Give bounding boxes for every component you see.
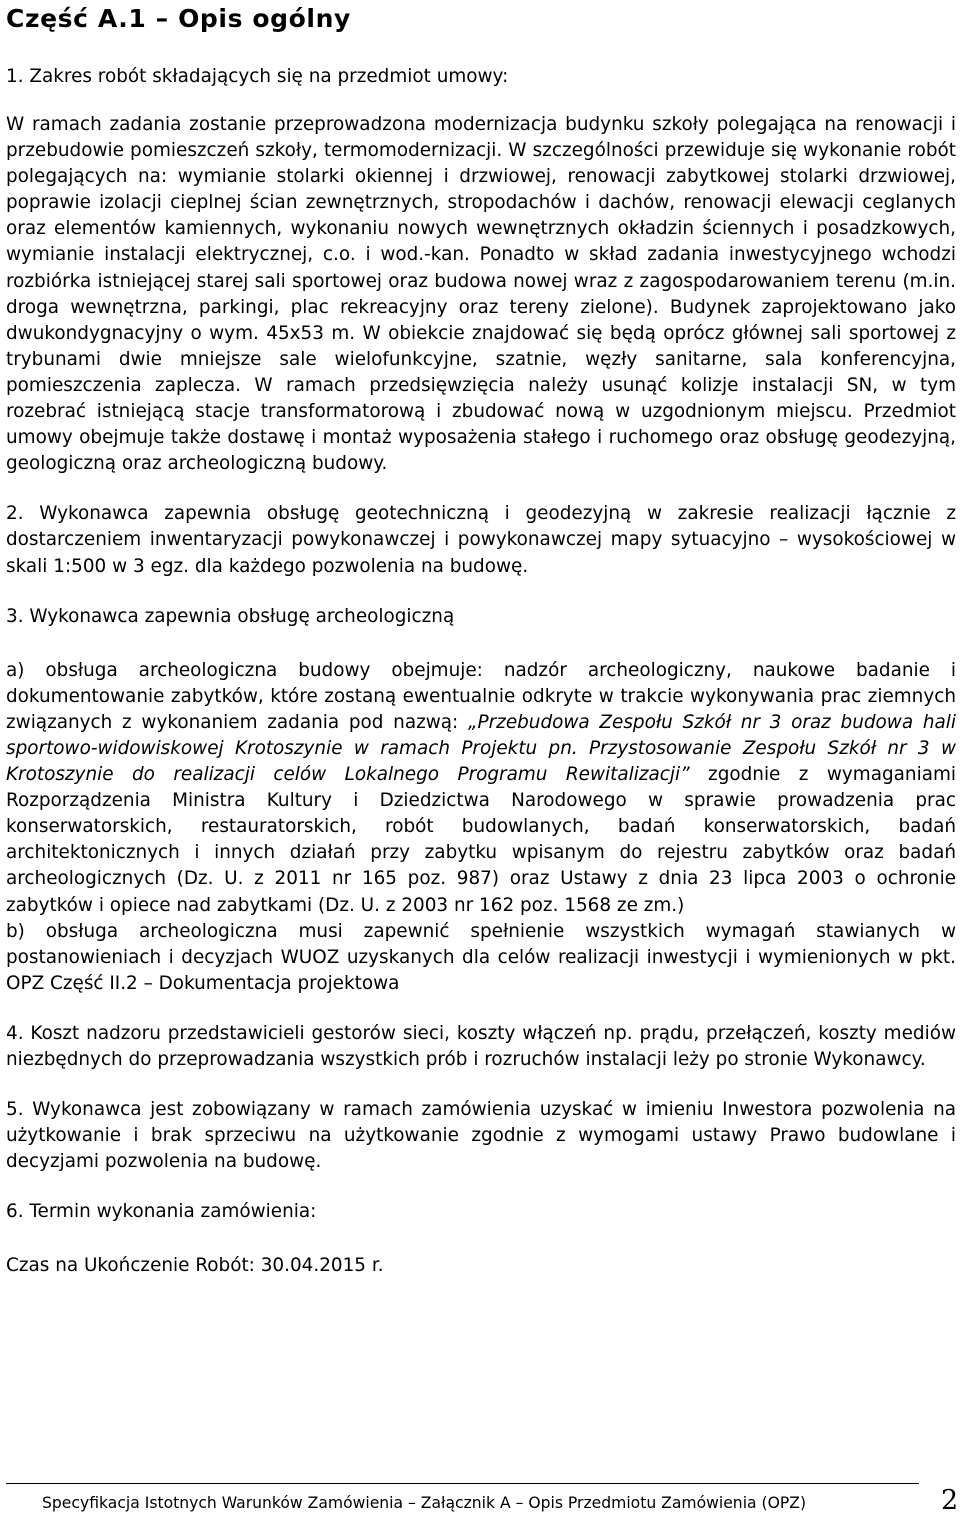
section-6-heading: 6. Termin wykonania zamówienia: <box>6 1201 317 1223</box>
page-footer <box>6 1483 959 1517</box>
page-number: 2 <box>941 1485 959 1516</box>
footer-divider <box>6 1483 919 1484</box>
section-2-body: 2. Wykonawca zapewnia obsługę geotechniczną i geodezyjną w zakresie realizacji łącznie z dostarczeniem inwentaryzacji powykonawczej i powykonawczej mapy sytuacyjno – wysokościowej w skali 1:500 w 3 egz. dla każdego pozwolenia na budowę. <box>6 503 956 577</box>
section-3a-body <box>6 658 956 919</box>
completion-deadline: Czas na Ukończenie Robót: 30.04.2015 r. <box>6 1255 384 1277</box>
section-3-heading: 3. Wykonawca zapewnia obsługę archeologiczną <box>6 605 455 627</box>
project-name-italic: „Przebudowa Zespołu Szkół nr 3 oraz budowa hali sportowo-widowiskowej Krotoszynie w ramach Projektu pn. Przystosowanie Zespołu Szkół nr 3 w Krotoszynie do realizacji celów Lokalnego Programu Rewitalizacji” <box>6 711 956 786</box>
section-1-heading: 1. Zakres robót składających się na przedmiot umowy: <box>6 66 509 87</box>
section-3a-intro: a) obsługa archeologiczna budowy obejmuje: nadzór archeologiczny, naukowe badanie i dokumentowanie zabytków, które zostaną ewentualnie odkryte w trakcie wykonywania prac ziemnych związanych z wykonaniem zadania pod nazwą: <box>6 659 956 733</box>
section-3a-regulations: zgodnie z wymaganiami Rozporządzenia Ministra Kultury i Dziedzictwa Narodowego w sprawie prowadzenia prac konserwatorskich, restauratorskich, robót budowlanych, badań konserwatorskich, badań architektonicznych i innych działań przy zabytku wpisanym do rejestru zabytków oraz badań archeologicznych (Dz. U. z 2011 nr 165 poz. 987) oraz Ustawy z dnia 23 lipca 2003 o ochronie zabytków i opiece nad zabytkami (Dz. U. z 2003 nr 162 poz. 1568 ze zm.) <box>6 764 956 916</box>
section-1-body: W ramach zadania zostanie przeprowadzona modernizacja budynku szkoły polegająca na renowacji i przebudowie pomieszczeń szkoły, termomodernizacji. W szczególności przewiduje się wykonanie robót polegających na: wymianie stolarki okiennej i drzwiowej, renowacji zabytkowej stolarki drzwiowej, poprawie izolacji cieplnej ścian zewnętrznych, stropodachów i dachów, renowacji elewacji ceglanych oraz elementów kamiennych, wykonaniu nowych wewnętrznych okładzin ściennych i posadzkowych, wymianie instalacji elektrycznej, c.o. i wod.-kan. Ponadto w skład zadania inwestycyjnego wchodzi rozbiórka istniejącej starej sali sportowej oraz budowa nowej wraz z zagospodarowaniem terenu (m.in. droga wewnętrzna, parkingi, plac rekreacyjny oraz tereny zielone). Budynek zaprojektowano jako dwukondygnacyjny o wym. 45x53 m. W obiekcie znajdować się będą oprócz głównej sali sportowej z trybunami dwie mniejsze sale wielofunkcyjne, szatnie, węzły sanitarne, sala konferencyjna, pomieszczenia zaplecza. W ramach przedsięwzięcia należy usunąć kolizje instalacji SN, w tym rozebrać istniejącą stacje transformatorową i zbudować nową w uzgodnionym miejscu. Przedmiot umowy obejmuje także dostawę i montaż wyposażenia stałego i ruchomego oraz obsługę geodezyjną, geologiczną oraz archeologiczną budowy. <box>6 114 956 475</box>
section-4-body: 4. Koszt nadzoru przedstawicieli gestorów sieci, koszty włączeń np. prądu, przełączeń, koszty mediów niezbędnych do przeprowadzania wszystkich prób i rozruchów instalacji leży po stronie Wykonawcy. <box>6 1022 956 1070</box>
page-title: Część A.1 – Opis ogólny <box>6 4 351 33</box>
section-5-body: 5. Wykonawca jest zobowiązany w ramach zamówienia uzyskać w imieniu Inwestora pozwolenia na użytkowanie i brak sprzeciwu na użytkowanie zgodnie z wymogami ustawy Prawo budowlane i decyzjami pozwolenia na budowę. <box>6 1099 956 1173</box>
footer-text: Specyfikacja Istotnych Warunków Zamówienia – Załącznik A – Opis Przedmiotu Zamówienia (OPZ) <box>42 1494 807 1512</box>
section-3b-body: b) obsługa archeologiczna musi zapewnić spełnienie wszystkich wymagań stawianych w postanowieniach i decyzjach WUOZ uzyskanych dla celów realizacji inwestycji i wymienionych w pkt. OPZ Część II.2 – Dokumentacja projektowa <box>6 920 956 994</box>
document-page <box>6 0 956 1280</box>
